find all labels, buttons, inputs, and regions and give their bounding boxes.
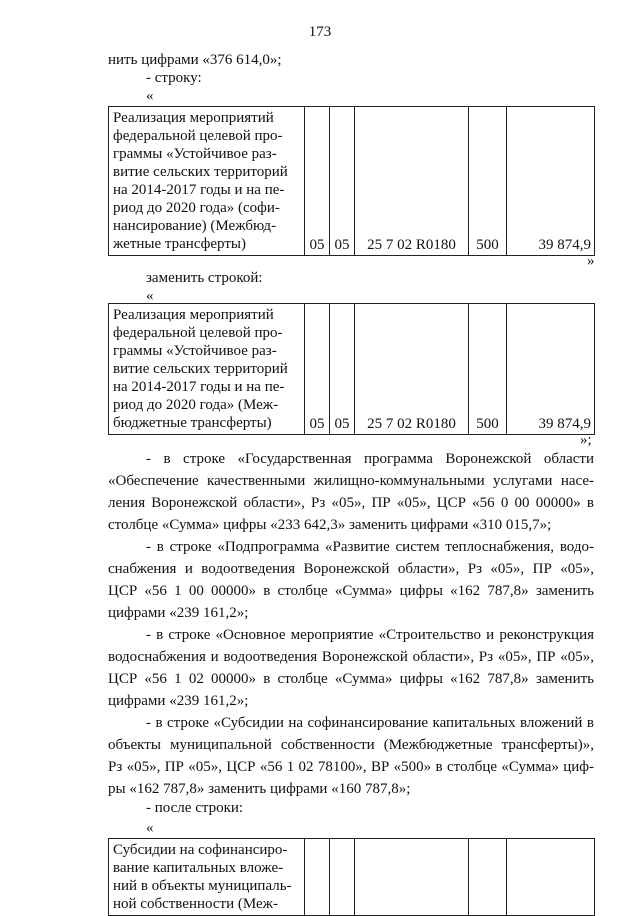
row-name-line: на 2014-2017 годы и на пе- xyxy=(113,379,285,395)
text-line: цифрами «239 161,2»; xyxy=(108,605,249,621)
budget-row-table-original xyxy=(108,106,595,256)
sum-cell: 39 874,9 xyxy=(507,304,595,435)
row-name-line: федеральной целевой про- xyxy=(113,325,283,341)
sum-cell: 39 874,9 xyxy=(507,107,595,256)
text-line: водоснабжения и водоотведения Воронежской области», Рз «05», ПР «05», xyxy=(108,649,594,665)
amendment-paragraph-subsidies xyxy=(108,712,594,800)
text-line: ления Воронежской области», Рз «05», ПР «05», ЦСР «56 0 00 00000» в xyxy=(108,495,594,511)
text-line: ЦСР «56 1 02 00000» в столбце «Сумма» цифры «162 787,8» заменить xyxy=(108,671,594,687)
row-name-line: бюджетные трансферты) xyxy=(113,415,272,431)
csr-cell: 25 7 02 R0180 xyxy=(355,304,469,435)
intro-line-2: - строку: xyxy=(146,70,202,86)
csr-cell: 25 7 02 R0180 xyxy=(355,107,469,256)
intro-line-1: нить цифрами «376 614,0»; xyxy=(108,52,282,68)
page-number: 173 xyxy=(308,24,332,40)
row-name-line: вание капитальных вложе- xyxy=(113,860,284,876)
text-line: «Обеспечение качественными жилищно-коммунальными услугами насе- xyxy=(108,473,594,489)
text-line: снабжения и водоотведения Воронежской области», Рз «05», ПР «05», xyxy=(108,561,594,577)
row-name-line: жетные трансферты) xyxy=(113,236,246,252)
table-row xyxy=(109,304,595,435)
replace-label: заменить строкой: xyxy=(146,270,263,286)
row-name-line: Реализация мероприятий xyxy=(113,307,274,323)
row-name-line: граммы «Устойчивое раз- xyxy=(113,146,277,162)
pr-cell: 05 xyxy=(330,107,355,256)
table-row xyxy=(109,107,595,256)
open-quote-2: « xyxy=(146,288,154,304)
row-name-line: федеральной целевой про- xyxy=(113,128,283,144)
row-name-cell xyxy=(109,304,305,435)
pr-cell: 05 xyxy=(330,304,355,435)
row-name-line: граммы «Устойчивое раз- xyxy=(113,343,277,359)
text-line: цифрами «239 161,2»; xyxy=(108,693,249,709)
pr-cell xyxy=(330,839,355,916)
rz-cell xyxy=(305,839,330,916)
table-row xyxy=(109,839,595,916)
text-line: Рз «05», ПР «05», ЦСР «56 1 02 78100», ВР «500» в столбце «Сумма» циф- xyxy=(108,759,594,775)
row-name-line: риод до 2020 года» (Меж- xyxy=(113,397,279,413)
row-name-line: ний в объекты муниципаль- xyxy=(113,878,292,894)
amendment-paragraph-program xyxy=(108,448,594,536)
text-line: столбце «Сумма» цифры «233 642,3» заменить цифрами «310 015,7»; xyxy=(108,517,552,533)
row-name-line: ной собственности (Меж- xyxy=(113,896,279,912)
vr-cell: 500 xyxy=(469,304,507,435)
vr-cell: 500 xyxy=(469,107,507,256)
csr-cell xyxy=(355,839,469,916)
budget-row-table-replacement xyxy=(108,303,595,435)
text-line: - в строке «Подпрограмма «Развитие систем теплоснабжения, водо- xyxy=(146,539,594,555)
text-line: ры «162 787,8» заменить цифрами «160 787,8»; xyxy=(108,781,411,797)
rz-cell: 05 xyxy=(305,107,330,256)
row-name-line: на 2014-2017 годы и на пе- xyxy=(113,182,285,198)
text-line: объекты муниципальной собственности (Межбюджетные трансферты)», xyxy=(108,737,594,753)
text-line: - в строке «Субсидии на софинансирование капитальных вложений в xyxy=(146,715,594,731)
amendment-paragraph-subprogram xyxy=(108,536,594,624)
budget-row-table-insert xyxy=(108,838,595,916)
vr-cell xyxy=(469,839,507,916)
open-quote-3: « xyxy=(146,820,154,836)
row-name-line: Реализация мероприятий xyxy=(113,110,274,126)
sum-cell xyxy=(507,839,595,916)
row-name-cell xyxy=(109,839,305,916)
close-quote-2: »; xyxy=(580,432,592,448)
after-label: - после строки: xyxy=(146,800,244,816)
row-name-cell xyxy=(109,107,305,256)
amendment-paragraph-main-activity xyxy=(108,624,594,712)
rz-cell: 05 xyxy=(305,304,330,435)
text-line: - в строке «Основное мероприятие «Строительство и реконструкция xyxy=(146,627,594,643)
row-name-line: Субсидии на софинансиро- xyxy=(113,842,288,858)
row-name-line: риод до 2020 года» (софи- xyxy=(113,200,280,216)
close-quote-1: » xyxy=(587,253,595,269)
text-line: - в строке «Государственная программа Воронежской области xyxy=(146,451,594,467)
row-name-line: нансирование) (Межбюд- xyxy=(113,218,277,234)
row-name-line: витие сельских территорий xyxy=(113,361,288,377)
row-name-line: витие сельских территорий xyxy=(113,164,288,180)
open-quote-1: « xyxy=(146,88,154,104)
text-line: ЦСР «56 1 00 00000» в столбце «Сумма» цифры «162 787,8» заменить xyxy=(108,583,594,599)
